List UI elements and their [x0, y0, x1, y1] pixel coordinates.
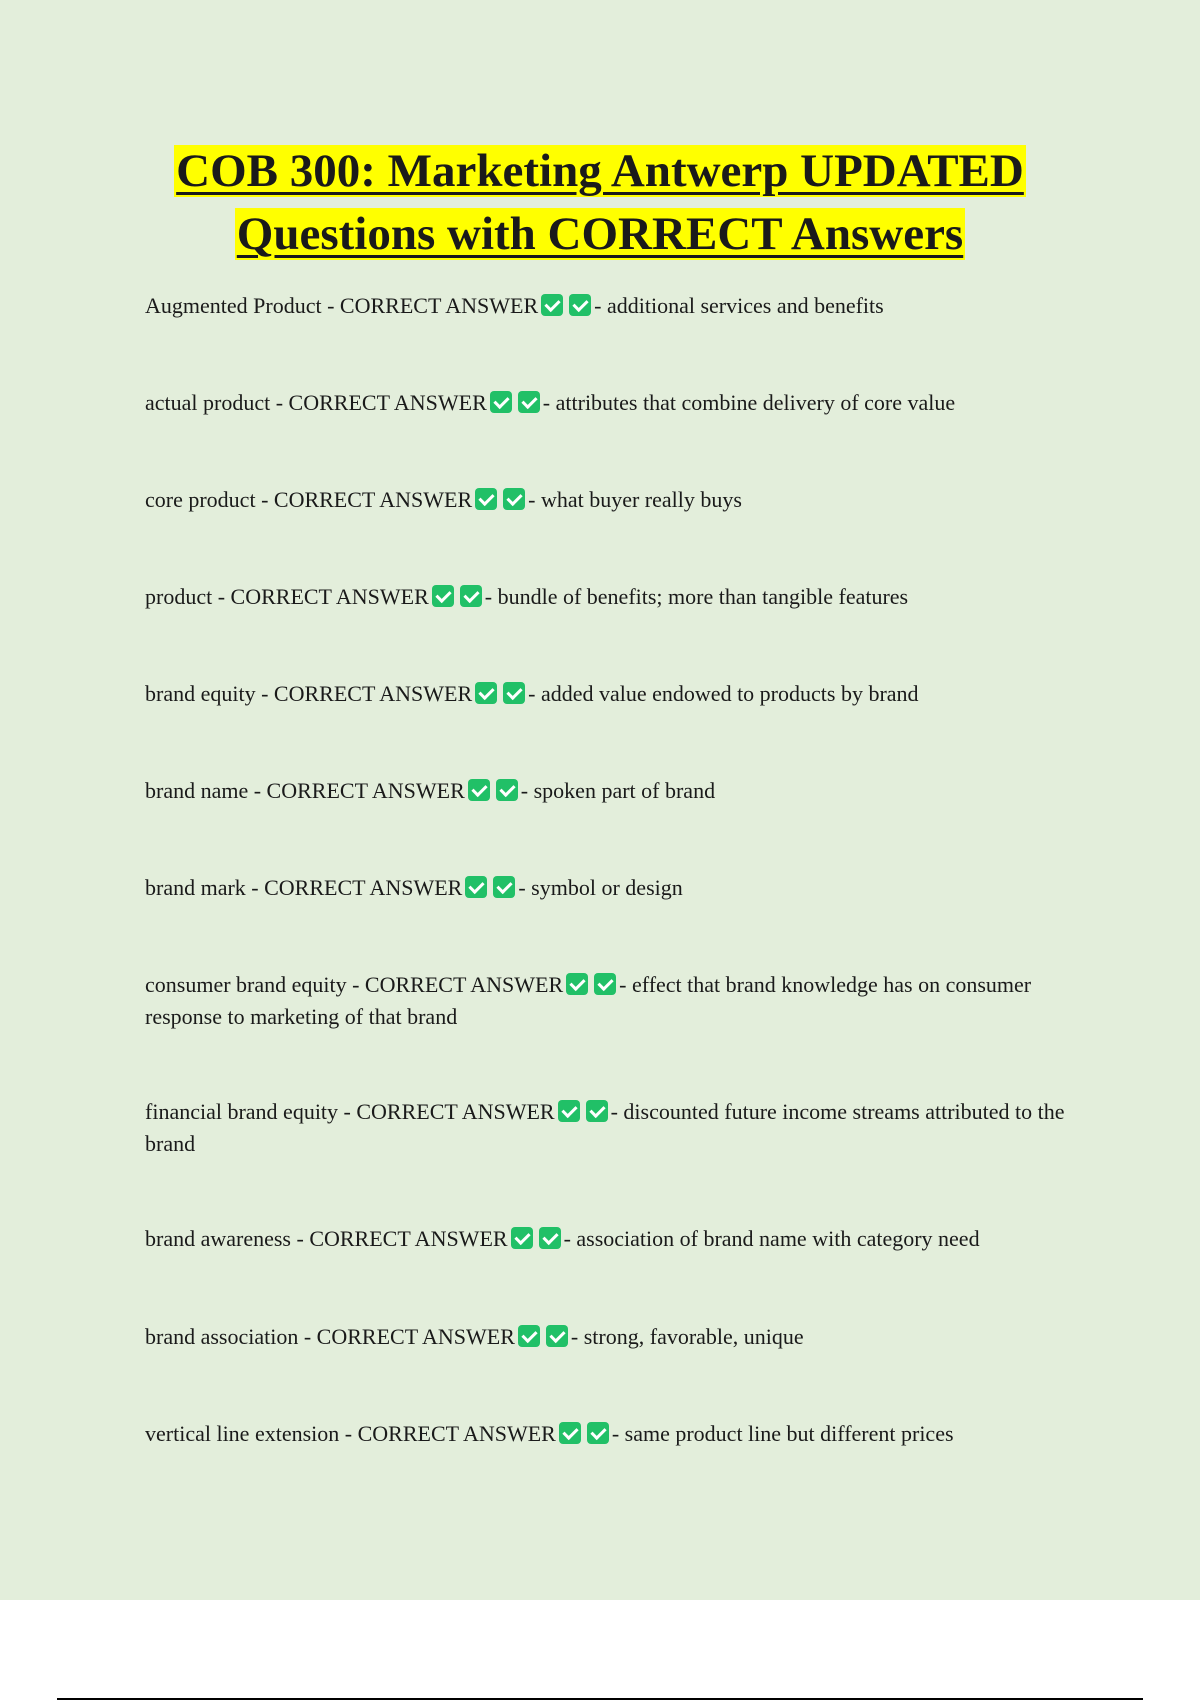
entry-term: financial brand equity: [145, 1099, 339, 1124]
entry-marker: - CORRECT ANSWER: [303, 1324, 515, 1349]
entry-term: brand mark: [145, 875, 246, 900]
entry-term: product: [145, 584, 213, 609]
check-mark-icon: [558, 1100, 580, 1122]
entry-definition: - effect that brand knowledge has on consumer response to marketing of that brand: [145, 972, 1032, 1029]
qa-entry-consumer-brand-equity: [145, 969, 1095, 1033]
entry-marker: - CORRECT ANSWER: [327, 293, 539, 318]
entry-marker: - CORRECT ANSWER: [343, 1099, 555, 1124]
check-mark-icon: [546, 1325, 568, 1347]
entry-marker: - CORRECT ANSWER: [261, 487, 473, 512]
check-mark-icon: [490, 391, 512, 413]
entry-term: core product: [145, 487, 256, 512]
check-mark-icon: [541, 294, 563, 316]
check-mark-icon: [518, 1325, 540, 1347]
qa-entry-core-product: [145, 484, 1095, 516]
entry-definition: - attributes that combine delivery of core value: [542, 390, 956, 415]
entry-marker: - CORRECT ANSWER: [261, 681, 473, 706]
check-mark-icon: [460, 585, 482, 607]
check-mark-icon: [539, 1227, 561, 1249]
check-mark-icon: [594, 973, 616, 995]
page-title: [0, 140, 1200, 266]
entry-definition: - added value endowed to products by brand: [528, 681, 919, 706]
qa-entry-brand-awareness: [145, 1223, 1095, 1255]
qa-entry-actual-product: [145, 387, 1095, 419]
entry-term: actual product: [145, 390, 271, 415]
qa-entry-brand-association: [145, 1321, 1095, 1353]
entry-term: brand association: [145, 1324, 299, 1349]
check-mark-icon: [475, 488, 497, 510]
check-mark-icon: [511, 1227, 533, 1249]
check-mark-icon: [503, 682, 525, 704]
qa-entry-augmented-product: [145, 290, 1095, 322]
entry-definition: - discounted future income streams attributed to the brand: [145, 1099, 1065, 1156]
entry-definition: - association of brand name with category need: [563, 1226, 980, 1251]
check-mark-icon: [465, 876, 487, 898]
entry-definition: - same product line but different prices: [611, 1421, 954, 1446]
entry-term: brand equity: [145, 681, 256, 706]
title-line-2: Questions with CORRECT Answers: [236, 208, 964, 260]
entry-marker: - CORRECT ANSWER: [251, 875, 463, 900]
entry-definition: - spoken part of brand: [520, 778, 716, 803]
qa-entry-brand-equity: [145, 678, 1095, 710]
qa-entry-financial-brand-equity: [145, 1096, 1095, 1160]
check-mark-icon: [518, 391, 540, 413]
entry-marker: - CORRECT ANSWER: [275, 390, 487, 415]
check-mark-icon: [587, 1422, 609, 1444]
entry-marker: - CORRECT ANSWER: [344, 1421, 556, 1446]
check-mark-icon: [468, 779, 490, 801]
check-mark-icon: [566, 973, 588, 995]
check-mark-icon: [432, 585, 454, 607]
qa-entry-brand-mark: [145, 872, 1095, 904]
check-mark-icon: [493, 876, 515, 898]
entry-term: Augmented Product: [145, 293, 322, 318]
entry-term: vertical line extension: [145, 1421, 340, 1446]
check-mark-icon: [496, 779, 518, 801]
check-mark-icon: [586, 1100, 608, 1122]
entry-definition: - bundle of benefits; more than tangible features: [484, 584, 909, 609]
check-mark-icon: [559, 1422, 581, 1444]
entry-marker: - CORRECT ANSWER: [352, 972, 564, 997]
check-mark-icon: [475, 682, 497, 704]
check-mark-icon: [569, 294, 591, 316]
entry-marker: - CORRECT ANSWER: [217, 584, 429, 609]
entry-definition: - symbol or design: [518, 875, 683, 900]
title-line-1: COB 300: Marketing Antwerp UPDATED: [176, 145, 1024, 197]
qa-entry-brand-name: [145, 775, 1095, 807]
qa-entry-product: [145, 581, 1095, 613]
entry-definition: - what buyer really buys: [528, 487, 742, 512]
entry-term: brand awareness: [145, 1226, 291, 1251]
check-mark-icon: [503, 488, 525, 510]
entry-term: brand name: [145, 778, 249, 803]
qa-entry-vertical-line-extension: [145, 1418, 1095, 1450]
entry-term: consumer brand equity: [145, 972, 347, 997]
entry-marker: - CORRECT ANSWER: [253, 778, 465, 803]
entry-definition: - strong, favorable, unique: [570, 1324, 804, 1349]
entry-definition: - additional services and benefits: [594, 293, 884, 318]
entry-marker: - CORRECT ANSWER: [296, 1226, 508, 1251]
